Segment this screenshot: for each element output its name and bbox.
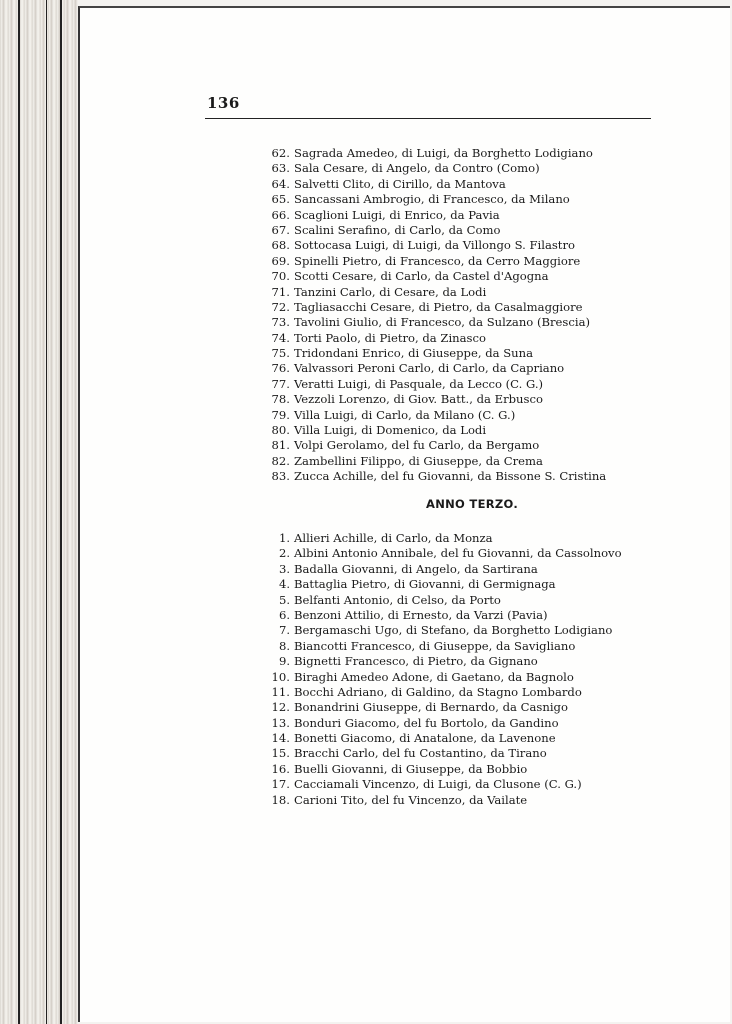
list-item (268, 716, 728, 731)
entry-number: 8. (278, 638, 290, 653)
section-title: ANNO TERZO. (426, 497, 519, 511)
entry-number: 80. (271, 423, 290, 438)
entry-text: Tagliasacchi Cesare, di Pietro, da Casalmaggiore (294, 299, 583, 314)
list-item (268, 285, 728, 300)
entry-number: 13. (271, 715, 290, 730)
entry-number: 69. (271, 253, 290, 268)
entry-number: 72. (271, 299, 290, 314)
list-item (268, 623, 728, 638)
list-item (268, 531, 728, 546)
entry-number: 14. (271, 731, 290, 746)
entry-text: Scaglioni Luigi, di Enrico, da Pavia (294, 207, 500, 222)
entry-text: Veratti Luigi, di Pasquale, da Lecco (C. G.) (294, 376, 544, 391)
list-item (268, 192, 728, 207)
entry-number: 76. (271, 361, 290, 376)
entry-number: 7. (278, 623, 290, 638)
entry-text: Tavolini Giulio, di Francesco, da Sulzano (Brescia) (294, 315, 591, 330)
list-item (268, 762, 728, 777)
entry-text: Bonduri Giacomo, del fu Bortolo, da Gandino (294, 715, 559, 730)
page-header (205, 94, 651, 124)
entry-number: 68. (271, 238, 290, 253)
entry-text: Torti Paolo, di Pietro, da Zinasco (294, 330, 486, 345)
entry-text: Villa Luigi, di Carlo, da Milano (C. G.) (294, 407, 516, 422)
list-item (268, 208, 728, 223)
entry-text: Scalini Serafino, di Carlo, da Como (294, 222, 501, 237)
entry-text: Sottocasa Luigi, di Luigi, da Villongo S. Filastro (294, 238, 575, 253)
entry-number: 18. (271, 792, 290, 807)
entry-text: Bonandrini Giuseppe, di Bernardo, da Casnigo (294, 700, 568, 715)
entry-number: 62. (271, 146, 290, 160)
list-item (268, 161, 728, 176)
entry-number: 64. (271, 176, 290, 191)
list-item (268, 238, 728, 253)
list-item (268, 469, 728, 484)
entry-number: 3. (278, 561, 290, 576)
list-item (268, 700, 728, 715)
entry-text: Albini Antonio Annibale, del fu Giovanni, da Cassolnovo (294, 546, 622, 561)
entry-number: 11. (271, 684, 290, 699)
list-item (268, 685, 728, 700)
entry-text: Cacciamali Vincenzo, di Luigi, da Clusone (C. G.) (294, 777, 582, 792)
list-item (268, 639, 728, 654)
entry-text: Bocchi Adriano, di Galdino, da Stagno Lombardo (294, 684, 582, 699)
list-item (268, 146, 728, 161)
entry-number: 9. (278, 654, 290, 669)
entry-text: Vezzoli Lorenzo, di Giov. Batt., da Erbusco (294, 392, 543, 407)
entry-text: Tanzini Carlo, di Cesare, da Lodi (294, 284, 487, 299)
entry-text: Biraghi Amedeo Adone, di Gaetano, da Bagnolo (294, 669, 574, 684)
entry-text: Carioni Tito, del fu Vincenzo, da Vailate (294, 792, 528, 807)
entry-number: 73. (271, 315, 290, 330)
entry-text: Spinelli Pietro, di Francesco, da Cerro Maggiore (294, 253, 581, 268)
entry-number: 74. (271, 330, 290, 345)
entry-number: 70. (271, 269, 290, 284)
list-item (268, 300, 728, 315)
page-number: 136 (207, 94, 240, 112)
list-item (268, 670, 728, 685)
entry-text: Scotti Cesare, di Carlo, da Castel d'Agogna (294, 269, 549, 284)
list-item (268, 438, 728, 453)
list-item (268, 793, 728, 808)
entry-number: 83. (271, 469, 290, 484)
entry-text: Zambellini Filippo, di Giuseppe, da Crema (294, 453, 543, 468)
entry-number: 82. (271, 453, 290, 468)
list-item (268, 777, 728, 792)
entry-text: Bergamaschi Ugo, di Stefano, da Borghetto Lodigiano (294, 623, 613, 638)
list-item (268, 577, 728, 592)
entry-text: Battaglia Pietro, di Giovanni, di Germignaga (294, 577, 556, 592)
entry-number: 17. (271, 777, 290, 792)
entry-text: Sagrada Amedeo, di Luigi, da Borghetto Lodigiano (294, 146, 593, 160)
list-item (268, 331, 728, 346)
entry-text: Bonetti Giacomo, di Anatalone, da Lavenone (294, 731, 556, 746)
student-list-previous-year (268, 146, 728, 485)
list-item (268, 562, 728, 577)
entry-number: 10. (271, 669, 290, 684)
list-item (268, 608, 728, 623)
entry-text: Belfanti Antonio, di Celso, da Porto (294, 592, 501, 607)
student-list-anno-terzo (268, 531, 728, 808)
entry-text: Volpi Gerolamo, del fu Carlo, da Bergamo (294, 438, 540, 453)
entry-text: Villa Luigi, di Domenico, da Lodi (294, 423, 487, 438)
entry-number: 15. (271, 746, 290, 761)
list-item (268, 361, 728, 376)
entry-text: Sancassani Ambrogio, di Francesco, da Milano (294, 192, 570, 207)
list-item (268, 423, 728, 438)
entry-number: 66. (271, 207, 290, 222)
list-item (268, 392, 728, 407)
entry-text: Allieri Achille, di Carlo, da Monza (294, 531, 493, 545)
entry-text: Salvetti Clito, di Cirillo, da Mantova (294, 176, 506, 191)
list-item (268, 223, 728, 238)
entry-text: Bracchi Carlo, del fu Costantino, da Tirano (294, 746, 547, 761)
entry-text: Biancotti Francesco, di Giuseppe, da Savigliano (294, 638, 576, 653)
list-item (268, 408, 728, 423)
entry-number: 6. (278, 607, 290, 622)
entry-number: 81. (271, 438, 290, 453)
entry-text: Valvassori Peroni Carlo, di Carlo, da Capriano (294, 361, 565, 376)
entry-number: 65. (271, 192, 290, 207)
entry-number: 12. (271, 700, 290, 715)
entry-number: 1. (278, 531, 290, 545)
entry-number: 4. (278, 577, 290, 592)
entry-number: 78. (271, 392, 290, 407)
list-item (268, 654, 728, 669)
entry-number: 77. (271, 376, 290, 391)
entry-text: Badalla Giovanni, di Angelo, da Sartirana (294, 561, 538, 576)
entry-number: 5. (278, 592, 290, 607)
list-item (268, 454, 728, 469)
list-item (268, 746, 728, 761)
entry-text: Zucca Achille, del fu Giovanni, da Bissone S. Cristina (294, 469, 607, 484)
list-item (268, 254, 728, 269)
list-item (268, 377, 728, 392)
list-item (268, 346, 728, 361)
entry-text: Benzoni Attilio, di Ernesto, da Varzi (Pavia) (294, 607, 548, 622)
entry-text: Buelli Giovanni, di Giuseppe, da Bobbio (294, 761, 528, 776)
entry-text: Tridondani Enrico, di Giuseppe, da Suna (294, 346, 534, 361)
list-item (268, 546, 728, 561)
list-item (268, 315, 728, 330)
entry-number: 67. (271, 222, 290, 237)
header-rule (205, 118, 651, 119)
list-item (268, 269, 728, 284)
book-binding-edge (0, 0, 78, 1024)
list-item (268, 177, 728, 192)
entry-text: Sala Cesare, di Angelo, da Contro (Como) (294, 161, 540, 176)
entry-number: 75. (271, 346, 290, 361)
entry-number: 63. (271, 161, 290, 176)
entry-text: Bignetti Francesco, di Pietro, da Gignano (294, 654, 538, 669)
entry-number: 79. (271, 407, 290, 422)
entry-number: 16. (271, 761, 290, 776)
entry-number: 71. (271, 284, 290, 299)
list-item (268, 593, 728, 608)
entry-number: 2. (278, 546, 290, 561)
list-item (268, 731, 728, 746)
